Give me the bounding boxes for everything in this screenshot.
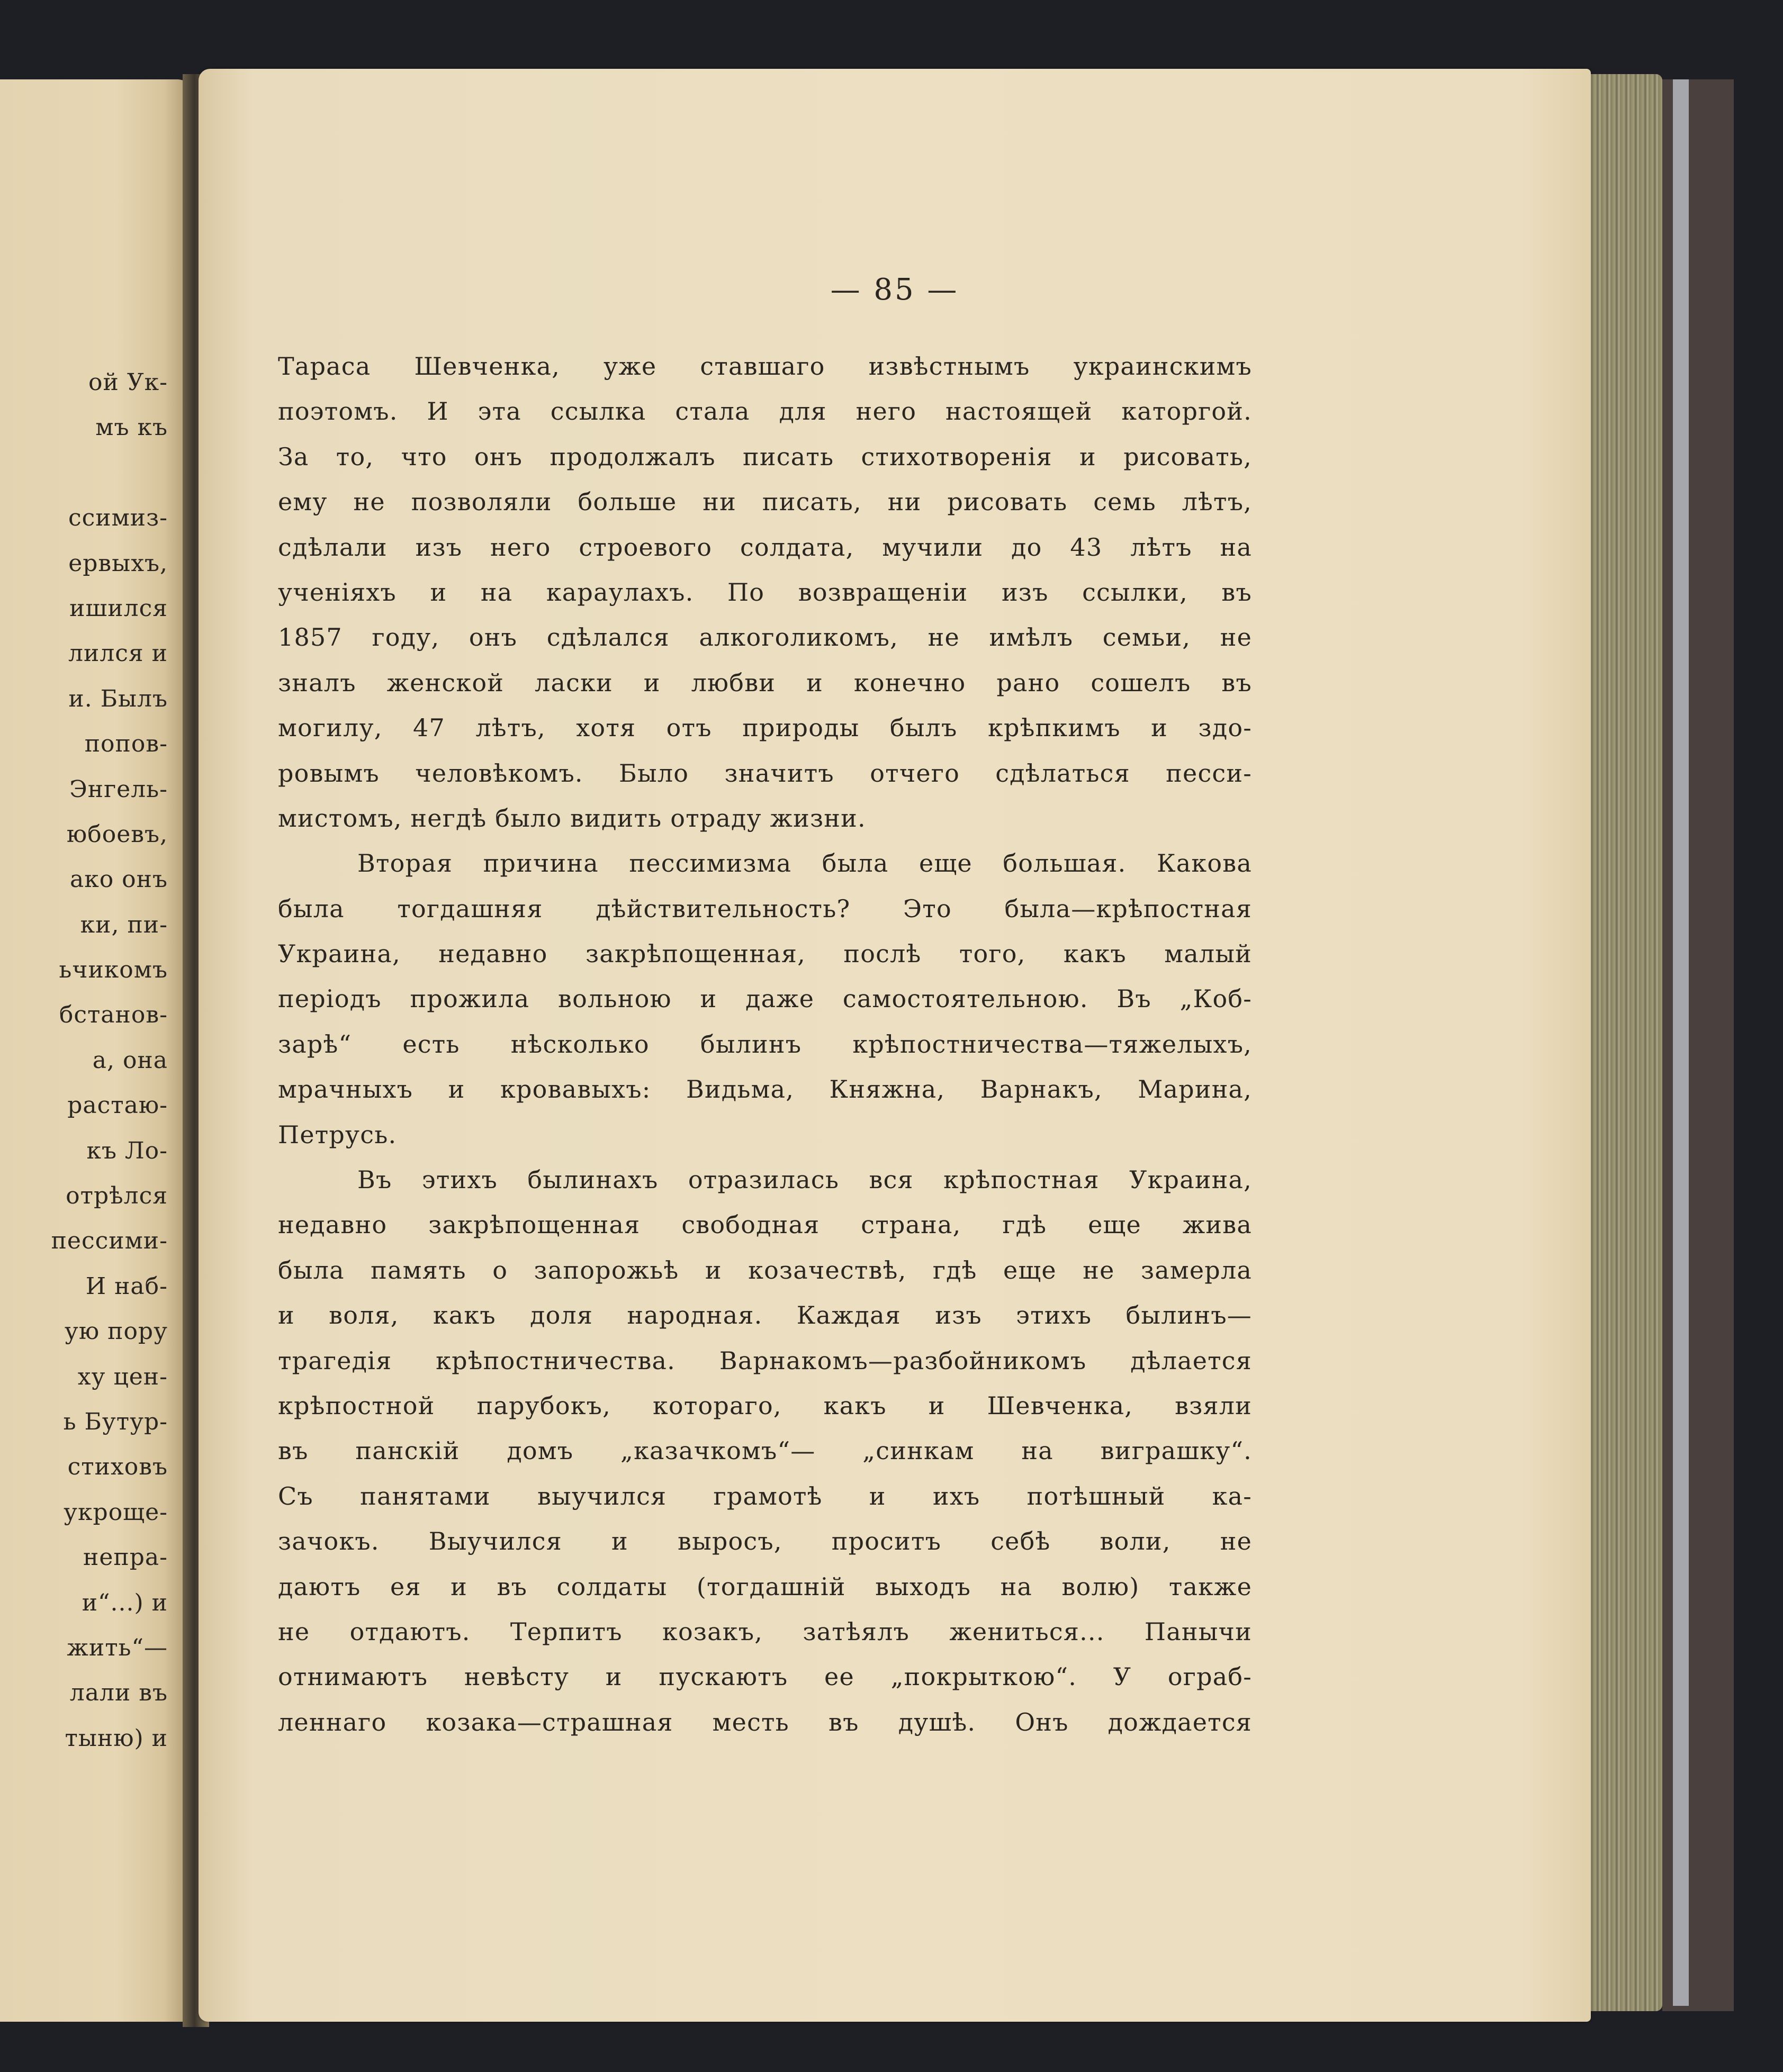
- text-line: леннаго козака—страшная месть въ душѣ. Онъ дождается: [278, 1707, 1252, 1736]
- text-line: крѣпостной парубокъ, котораго, какъ и Шевченка, взяли: [278, 1391, 1252, 1420]
- left-line: а, она: [92, 1046, 168, 1074]
- text-line: поэтомъ. И эта ссылка стала для него настоящей каторгой.: [278, 397, 1252, 426]
- text-line: могилу, 47 лѣтъ, хотя отъ природы былъ крѣпкимъ и здо-: [278, 713, 1252, 743]
- page-edges: [1583, 74, 1662, 2011]
- paragraph-start-line: Вторая причина пессимизма была еще большая. Какова: [357, 849, 1252, 878]
- text-line: Петрусь.: [278, 1120, 397, 1149]
- left-line: ссимиз-: [68, 504, 168, 532]
- left-page-text: [51, 360, 168, 1761]
- text-line: была память о запорожьѣ и козачествѣ, гдѣ еще не замерла: [278, 1255, 1252, 1284]
- text-line: недавно закрѣпощенная свободная страна, гдѣ еще жива: [278, 1210, 1252, 1239]
- text-line: зачокъ. Выучился и выросъ, проситъ себѣ воли, не: [278, 1527, 1252, 1556]
- right-page: [199, 69, 1591, 2022]
- left-line: мъ къ: [95, 414, 168, 441]
- left-page-fragment: [0, 79, 193, 2022]
- left-line: отрѣлся: [66, 1182, 168, 1210]
- left-line: стиховъ: [67, 1453, 168, 1481]
- left-line: ую пору: [64, 1318, 168, 1345]
- text-line: трагедія крѣпостничества. Варнакомъ—разбойникомъ дѣлается: [278, 1346, 1252, 1375]
- cover-edge: [1673, 79, 1689, 2006]
- left-line: лали въ: [69, 1679, 168, 1707]
- left-line: ки, пи-: [80, 911, 168, 938]
- left-line: ьчикомъ: [59, 956, 168, 984]
- text-line: мрачныхъ и кровавыхъ: Видьма, Княжна, Варнакъ, Марина,: [278, 1075, 1252, 1104]
- left-gap: [51, 450, 168, 495]
- text-line: не отдаютъ. Терпитъ козакъ, затѣялъ жениться... Панычи: [278, 1617, 1252, 1646]
- left-line: жить“—: [67, 1634, 168, 1661]
- left-line: къ Ло-: [86, 1137, 168, 1164]
- text-line: отнимаютъ невѣсту и пускаютъ ее „покрыткою“. У ограб-: [278, 1662, 1252, 1691]
- text-line: Тараса Шевченка, уже ставшаго извѣстнымъ украинскимъ: [278, 352, 1252, 381]
- text-line: сдѣлали изъ него строевого солдата, мучили до 43 лѣтъ на: [278, 532, 1252, 562]
- left-line: ь Бутур-: [63, 1408, 168, 1435]
- text-line: зналъ женской ласки и любви и конечно рано сошелъ въ: [278, 668, 1252, 697]
- text-line: въ панскій домъ „казачкомъ“— „синкам на виграшку“.: [278, 1436, 1252, 1465]
- left-line: И наб-: [85, 1272, 168, 1300]
- text-line: была тогдашняя дѣйствительность? Это была—крѣпостная: [278, 894, 1252, 923]
- text-line: 1857 году, онъ сдѣлался алкоголикомъ, не имѣлъ семьи, не: [278, 623, 1252, 652]
- left-line: пессими-: [51, 1227, 168, 1255]
- left-line: и“...) и: [82, 1589, 168, 1616]
- left-line: лился и: [68, 640, 168, 667]
- text-line: За то, что онъ продолжалъ писать стихотворенія и рисовать,: [278, 442, 1252, 471]
- text-line: и воля, какъ доля народная. Каждая изъ этихъ былинъ—: [278, 1301, 1252, 1330]
- left-line: непра-: [83, 1544, 168, 1571]
- text-line: ровымъ человѣкомъ. Было значитъ отчего сдѣлаться песси-: [278, 758, 1252, 788]
- left-line: ако онъ: [69, 866, 168, 893]
- left-line: бстанов-: [59, 1001, 168, 1029]
- text-line: мистомъ, негдѣ было видить отраду жизни.: [278, 803, 866, 833]
- text-line: зарѣ“ есть нѣсколько былинъ крѣпостничества—тяжелыхъ,: [278, 1029, 1252, 1058]
- text-line: ему не позволяли больше ни писать, ни рисовать семь лѣтъ,: [278, 487, 1252, 517]
- text-line: ученіяхъ и на караулахъ. По возвращеніи изъ ссылки, въ: [278, 577, 1252, 607]
- left-line: и. Былъ: [68, 685, 168, 712]
- page-body-text: [278, 344, 1252, 1745]
- left-line: растаю-: [67, 1092, 168, 1119]
- left-line: ой Ук-: [88, 369, 168, 396]
- text-line: даютъ ея и въ солдаты (тогдашній выходъ на волю) также: [278, 1572, 1252, 1601]
- paragraph-start-line: Въ этихъ былинахъ отразилась вся крѣпостная Украина,: [357, 1165, 1252, 1195]
- left-line: тыню) и: [65, 1724, 168, 1752]
- left-line: Энгель-: [69, 775, 168, 803]
- text-line: періодъ прожила вольною и даже самостоятельною. Въ „Коб-: [278, 984, 1252, 1014]
- left-line: ервыхъ,: [68, 549, 168, 577]
- left-line: ху цен-: [77, 1363, 168, 1390]
- left-line: попов-: [84, 730, 168, 758]
- text-line: Украина, недавно закрѣпощенная, послѣ того, какъ малый: [278, 939, 1252, 969]
- left-line: укроще-: [64, 1498, 168, 1526]
- left-line: юбоевъ,: [66, 820, 168, 848]
- left-line: ишился: [69, 594, 168, 622]
- page-number: — 85 —: [830, 273, 959, 307]
- text-line: Съ панятами выучился грамотѣ и ихъ потѣшный ка-: [278, 1481, 1252, 1510]
